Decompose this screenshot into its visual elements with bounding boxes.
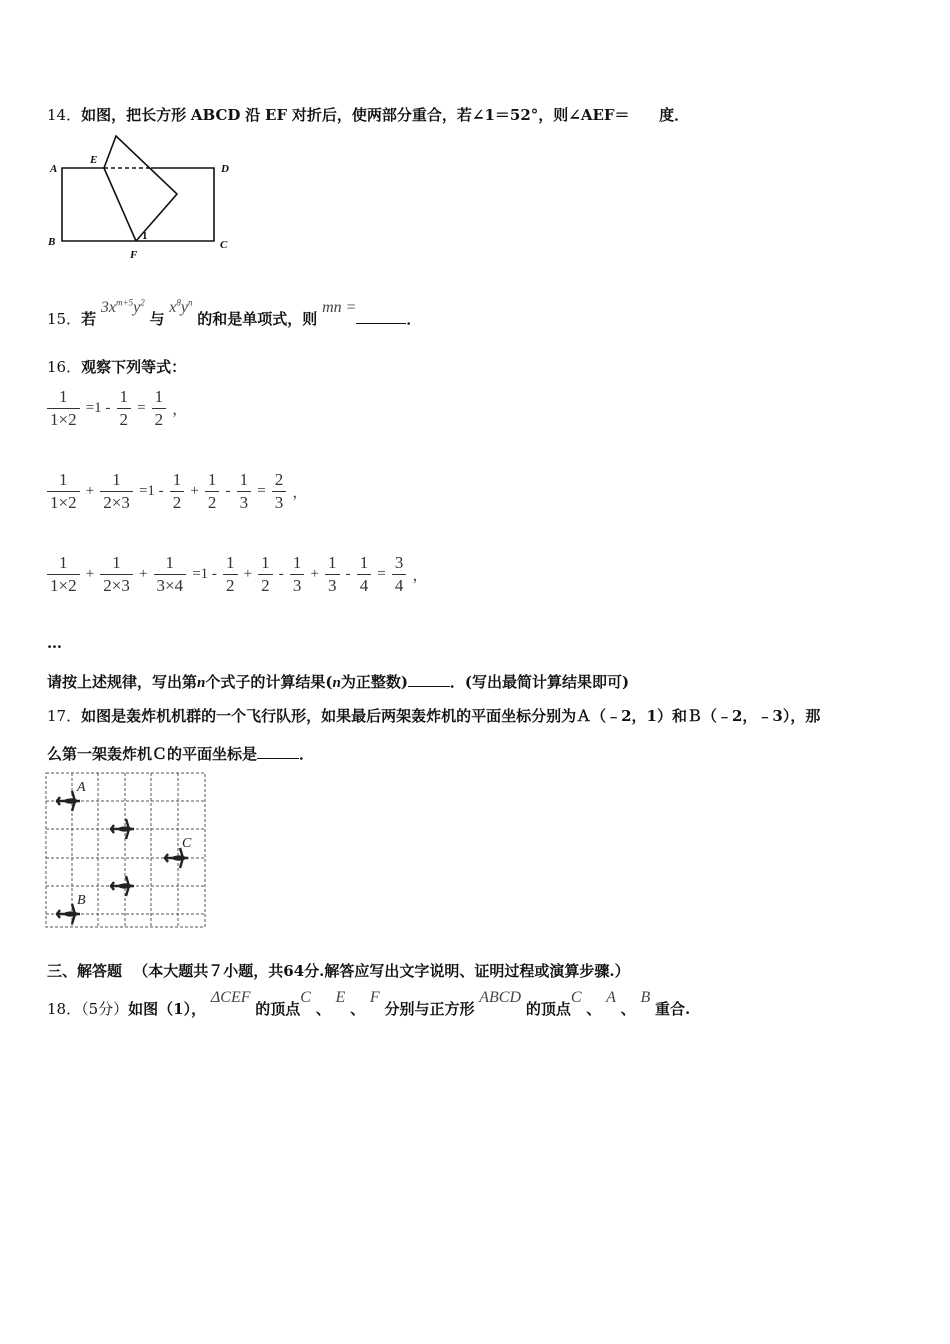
fraction: $\frac{1}{2}$ [152, 386, 167, 431]
fraction: $\frac{1}{2}$ [223, 552, 238, 597]
fraction: $\frac{2}{3}$ [272, 469, 287, 514]
q17-label-b: B [77, 893, 86, 908]
q18-text-d: 的顶点 [525, 1000, 571, 1018]
q15-m2-yexp: n [187, 297, 193, 308]
q15-text-c: 的和是单项式，则 [197, 310, 318, 328]
q18-text-c: 分别与正方形 [384, 1000, 475, 1018]
q15-text-a: 若 [81, 310, 97, 328]
fraction: $\frac{1}{2\times 3}$ [100, 552, 133, 597]
q15-m1-yexp: 2 [140, 297, 145, 308]
fraction: $\frac{1}{2\times 3}$ [100, 469, 133, 514]
q16-answer-blank[interactable] [408, 672, 450, 687]
q14-folded-flap [104, 136, 177, 241]
q14-label-f: F [130, 249, 138, 261]
q15-m1-y: y [133, 299, 141, 316]
q18-sep: 、 [586, 1000, 602, 1018]
q16-rule-n: n [197, 675, 206, 691]
q15-answer-blank[interactable] [356, 309, 406, 324]
q18-text-a: 如图（1）， [128, 1000, 207, 1018]
fraction: $\frac{1}{4}$ [357, 552, 372, 597]
q14-label-b: B [48, 236, 56, 248]
q14-text [47, 104, 689, 125]
q17-line-2 [47, 743, 314, 764]
q14-fold-line-ef [104, 168, 136, 241]
q15-text-d: ． [406, 310, 422, 328]
q14-figure-folded-rectangle [44, 130, 244, 262]
fraction: $\frac{1}{2}$ [205, 469, 220, 514]
fraction: $\frac{1}{3}$ [325, 552, 340, 597]
bomber-icon [110, 876, 134, 896]
q17-label-c: C [182, 836, 192, 851]
q17-line2-text: 么第一架轰炸机Ｃ的平面坐标是 [47, 745, 258, 763]
q15-number: 15． [47, 310, 82, 328]
section-3-title: 三、解答题 [47, 962, 123, 980]
q16-rule-text [47, 671, 629, 692]
q14-abcd: ABCD [190, 106, 241, 124]
q14-rect-right [136, 168, 214, 241]
q16-rule-a: 请按上述规律，写出第 [47, 673, 198, 691]
q17-answer-blank[interactable] [257, 744, 299, 759]
section-3-note: （本大题共７小题，共64分.解答应写出文字说明、证明过程或演算步骤.） [133, 962, 630, 980]
q15-text [47, 297, 422, 329]
section-3-heading [47, 960, 630, 981]
fraction: $\frac{1}{1\times 2}$ [47, 552, 80, 597]
fraction: $\frac{1}{3\times 4}$ [154, 552, 187, 597]
q18-text [47, 989, 691, 1019]
q18-vertex-e: E [335, 989, 346, 1006]
q18-sep: 、 [350, 1000, 366, 1018]
q14-label-a: A [50, 163, 58, 175]
q14-label-angle-1: 1 [142, 230, 148, 242]
fraction: $\frac{1}{3}$ [237, 469, 252, 514]
q16-equation-1: $\frac{1}{1\times 2}$ =1 - $\frac{1}{2}$ = $\frac{1}{2}$ ， [47, 386, 188, 431]
q16-rule-c: 为正整数) [340, 673, 408, 691]
q16-heading [47, 356, 186, 377]
q17-number: 17． [47, 707, 82, 725]
q14-text-d: 度． [659, 106, 690, 124]
q17-line1-text: 如图是轰炸机机群的一个飞行队形，如果最后两架轰炸机的平面坐标分别为Ａ（﹣2，1）和Ｂ（﹣2，﹣3），那 [81, 707, 821, 725]
q15-m2-y: y [180, 299, 188, 316]
q14-rect-left [62, 168, 136, 241]
q14-number: 14． [47, 106, 82, 124]
q18-text-b: 的顶点 [255, 1000, 301, 1018]
q15-mn: mn = [322, 299, 357, 316]
q16-ellipsis: … [47, 634, 62, 652]
q17-figure-bomber-formation [45, 772, 207, 930]
q14-text-c: 对折后，使两部分重合，若∠1＝52°，则∠AEF＝ [291, 106, 630, 124]
q15-m1-base: 3x [100, 299, 116, 316]
q14-label-d: D [221, 163, 229, 175]
q18-vertex-c2: C [570, 989, 582, 1006]
q14-label-e: E [90, 154, 98, 166]
q14-label-c: C [220, 239, 228, 251]
q16-equation-2: $\frac{1}{1\times 2}$ + $\frac{1}{2\times 3}$ =1 - $\frac{1}{2}$ + $\frac{1}{2}$ - $\frac{1}{3}$ = $\frac{2}{3}$ ， [47, 469, 308, 514]
q18-vertex-a: A [606, 989, 616, 1006]
q17-line-1 [47, 705, 820, 726]
fraction: $\frac{1}{2}$ [117, 386, 132, 431]
q16-rule-n2: n [332, 675, 341, 691]
q18-square-abcd: ABCD [479, 989, 522, 1006]
q15-m2-base: x [169, 299, 177, 316]
q14-text-b: 沿 [245, 106, 261, 124]
q16-number: 16． [47, 358, 82, 376]
fraction: $\frac{1}{3}$ [290, 552, 305, 597]
q18-vertex-f: F [369, 989, 380, 1006]
fraction: $\frac{1}{2}$ [258, 552, 273, 597]
q14-text-a: 如图，把长方形 [81, 106, 187, 124]
q15-m1-exp: m+5 [116, 297, 134, 308]
q18-triangle-cef: ΔCEF [210, 989, 251, 1006]
q18-sep: 、 [620, 1000, 636, 1018]
q16-title: 观察下列等式： [81, 358, 187, 376]
q15-text-b: 与 [149, 310, 165, 328]
q15-monomial-1 [101, 299, 145, 316]
q17-line2-end: ． [299, 745, 315, 763]
bomber-icon [110, 819, 134, 839]
q17-label-a: A [77, 780, 86, 795]
q16-rule-d: ．(写出最简计算结果即可) [449, 673, 630, 691]
q18-vertex-c: C [300, 989, 311, 1006]
bomber-c-icon [164, 848, 188, 868]
q16-rule-b: 个式子的计算结果( [205, 673, 333, 691]
q18-number: 18． [47, 1000, 82, 1018]
q18-vertex-b: B [640, 989, 651, 1006]
q18-sep: 、 [315, 1000, 331, 1018]
q14-ef: EF [265, 106, 288, 124]
q16-equation-3: $\frac{1}{1\times 2}$ + $\frac{1}{2\times 3}$ + $\frac{1}{3\times 4}$ =1 - $\frac{1}{2}$ + $\frac{1}{2}$ - $\frac{1}{3}$ + $\frac{1}{3}$ - $\frac{1}{4}$ = $\frac{3}{4}$ ， [47, 552, 428, 597]
q18-score: （5分） [81, 1000, 129, 1018]
q15-monomial-2 [169, 299, 192, 316]
fraction: $\frac{1}{2}$ [170, 469, 185, 514]
q18-text-e: 重合. [655, 1000, 691, 1018]
q15-m2-exp: 8 [176, 297, 181, 308]
fraction: $\frac{1}{1\times 2}$ [47, 469, 80, 514]
fraction: $\frac{1}{1\times 2}$ [47, 386, 80, 431]
fraction: $\frac{3}{4}$ [392, 552, 407, 597]
